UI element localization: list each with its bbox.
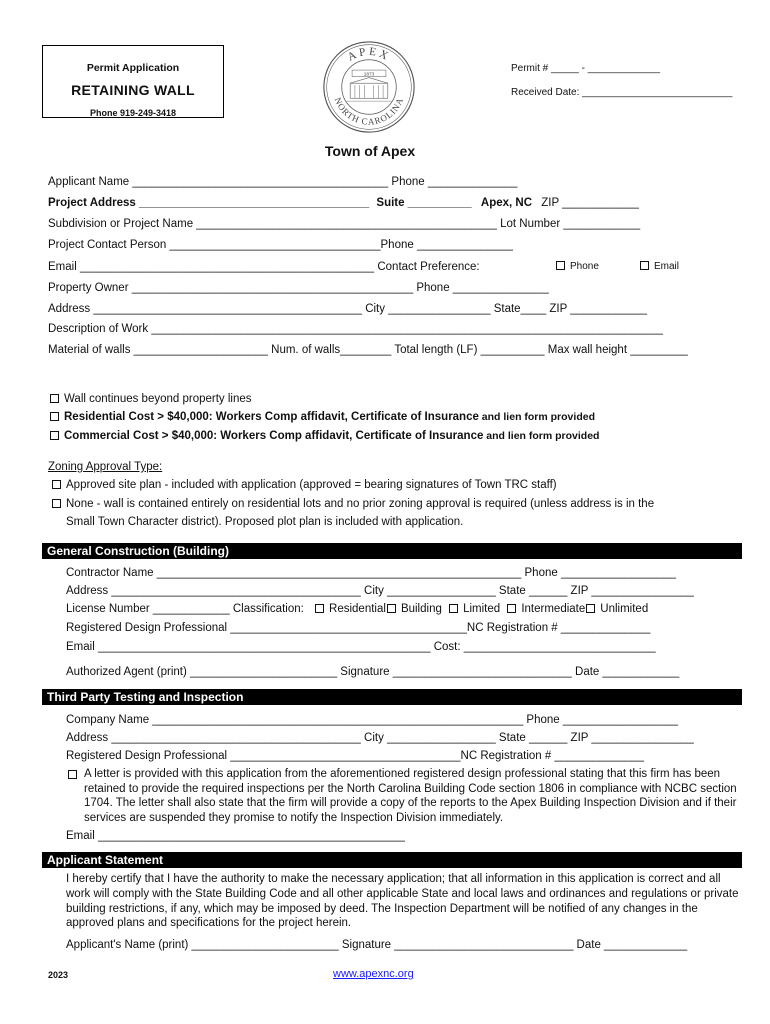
zoning-option-none[interactable]: None - wall is contained entirely on residential lots and no prior zoning approval is required (unless address is in the	[52, 498, 654, 510]
contractor-name-row[interactable]: Contractor Name _________________________________________________________ Phone __________________	[66, 567, 677, 579]
contact-pref-phone[interactable]: Phone	[556, 261, 599, 272]
checkbox-icon[interactable]	[387, 604, 396, 613]
project-contact-row[interactable]: Project Contact Person _________________________________Phone _______________	[48, 239, 513, 251]
applicant-statement-text: I hereby certify that I have the authority to make the necessary application; that all information in this application is correct and all work will comply with the State Building Code and all other applicable State and local laws and ordinances and regulations or private building restrictions, if any, which may be imposed by deed. The Inspection Department will be notified of any changes in the approved plans and specifications for the project herein.	[66, 873, 739, 930]
zoning-option-none-cont: Small Town Character district). Proposed plot plan is included with application.	[66, 516, 464, 528]
svg-text:NORTH CAROLINA	[333, 96, 406, 127]
checkbox-icon[interactable]	[507, 604, 516, 613]
form-subject-title: RETAINING WALL	[71, 82, 195, 98]
letter-checkbox[interactable]	[68, 769, 82, 781]
checkbox-icon[interactable]	[50, 431, 59, 440]
checkbox-residential-cost[interactable]: Residential Cost > $40,000: Workers Comp affidavit, Certificate of Insurance and lien form provided	[50, 411, 595, 423]
city-state-text: Apex, NC	[480, 197, 533, 209]
checkbox-icon[interactable]	[68, 770, 77, 779]
third-party-header: Third Party Testing and Inspection	[42, 689, 742, 705]
class-intermediate[interactable]: Intermediate	[507, 603, 585, 615]
checkbox-icon[interactable]	[50, 412, 59, 421]
applicant-name-row[interactable]: Applicant Name ________________________________________ Phone ______________	[48, 176, 518, 188]
checkbox-icon[interactable]	[586, 604, 595, 613]
email-field: Email ______________________________________________ Contact Preference:	[48, 261, 480, 273]
checkbox-beyond-property[interactable]: Wall continues beyond property lines	[50, 393, 252, 405]
contractor-address-row[interactable]: Address _______________________________________ City _________________ State ______ ZIP ________________	[66, 585, 694, 597]
seal-bottom-text: NORTH CAROLINA	[332, 95, 406, 127]
applicant-signature-row[interactable]: Applicant's Name (print) _______________________ Signature ____________________________ Date _____________	[66, 939, 688, 951]
permit-application-label: Permit Application	[86, 62, 180, 74]
design-professional-row[interactable]: Registered Design Professional _____________________________________NC Registration # ______________	[66, 622, 651, 634]
wall-details-row[interactable]: Material of walls _____________________ Num. of walls________ Total length (LF) __________ Max wall height _________	[48, 344, 688, 356]
svg-text:APEX	[346, 46, 393, 64]
contractor-email-cost-row[interactable]: Email ____________________________________________________ Cost: ______________________________	[66, 641, 656, 653]
town-heading: Town of Apex	[324, 143, 416, 159]
license-row[interactable]: License Number ____________ Classification: Residential Building Limited Intermediate Unlimited	[66, 603, 649, 615]
office-phone: Phone 919-249-3418	[89, 108, 177, 118]
checkbox-icon[interactable]	[50, 394, 59, 403]
checkbox-icon[interactable]	[52, 499, 61, 508]
zoning-approval-title: Zoning Approval Type:	[48, 461, 163, 473]
contact-pref-email[interactable]: Email	[640, 261, 679, 272]
project-address-row[interactable]	[48, 197, 639, 209]
email-row[interactable]	[48, 261, 480, 273]
applicant-statement-header: Applicant Statement	[42, 852, 742, 868]
permit-number-field[interactable]: Permit # _____ - _____________	[511, 63, 661, 74]
zip-field: ZIP ____________	[541, 197, 639, 209]
seal-top-text: APEX	[345, 45, 393, 64]
footer-year: 2023	[48, 970, 69, 980]
owner-address-row[interactable]: Address __________________________________________ City ________________ State____ ZIP ____________	[48, 303, 647, 315]
checkbox-icon[interactable]	[52, 480, 61, 489]
general-construction-header: General Construction (Building)	[42, 543, 742, 559]
class-building: Building	[400, 603, 442, 615]
zoning-option-site-plan[interactable]: Approved site plan - included with application (approved = bearing signatures of Town TRC staff)	[52, 479, 557, 491]
letter-statement: A letter is provided with this application from the aforementioned registered design professional stating that this firm has been retained to provide the required inspections per the North Carolina Building Code section 1806 in compliance with NCBC section 1704. The letter shall also state that the firm will provide a copy of the reports to the Apex Building Inspection Division and if their services are suspended they promise to notify the Inspection Division immediately.	[84, 768, 737, 824]
project-address-field: Project Address ____________________________________	[48, 197, 370, 209]
company-name-row[interactable]: Company Name __________________________________________________________ Phone __________________	[66, 714, 679, 726]
third-email-row[interactable]: Email ________________________________________________	[66, 830, 405, 842]
checkbox-icon[interactable]	[315, 604, 324, 613]
checkbox-icon[interactable]	[640, 261, 649, 270]
authorized-agent-row[interactable]: Authorized Agent (print) _______________________ Signature ____________________________ Date ____________	[66, 666, 680, 678]
checkbox-commercial-cost[interactable]: Commercial Cost > $40,000: Workers Comp affidavit, Certificate of Insurance and lien form provided	[50, 430, 599, 442]
third-design-professional-row[interactable]: Registered Design Professional ____________________________________NC Registration # ______________	[66, 750, 645, 762]
received-date-field[interactable]: Received Date: ___________________________	[511, 87, 733, 98]
suite-field: Suite __________	[376, 197, 472, 209]
property-owner-row[interactable]: Property Owner ____________________________________________ Phone _______________	[48, 282, 549, 294]
footer-website-link[interactable]: www.apexnc.org	[333, 968, 414, 980]
class-limited[interactable]: Limited	[449, 603, 500, 615]
checkbox-icon[interactable]	[556, 261, 565, 270]
town-seal-icon	[322, 40, 416, 134]
subdivision-row[interactable]: Subdivision or Project Name _______________________________________________ Lot Number ____________	[48, 218, 641, 230]
description-row[interactable]: Description of Work ________________________________________________________________________________	[48, 323, 663, 335]
company-address-row[interactable]: Address _______________________________________ City _________________ State ______ ZIP ________________	[66, 732, 694, 744]
seal-year: 1873	[363, 71, 375, 77]
checkbox-icon[interactable]	[449, 604, 458, 613]
class-residential[interactable]: Residential	[315, 603, 386, 615]
class-unlimited: Unlimited	[600, 603, 649, 615]
